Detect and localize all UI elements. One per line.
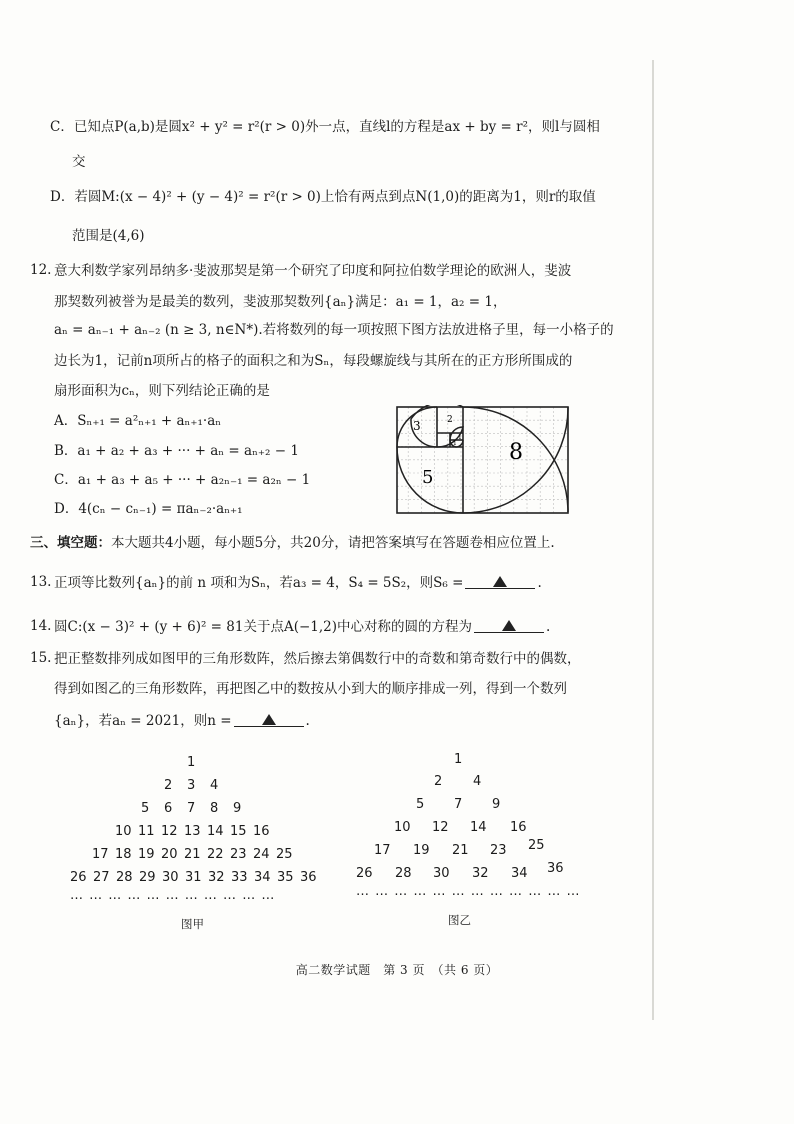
yi-caption: 图乙 [448, 913, 471, 927]
jia-r3-c1: 5 [141, 801, 150, 816]
jia-r5-c1: 17 [92, 847, 109, 862]
q13-number: 13. [30, 574, 52, 590]
q15-line1: 把正整数排列成如图甲的三角形数阵，然后擦去第偶数行中的奇数和第奇数行中的偶数， [54, 651, 581, 667]
jia-r4-c4: 13 [184, 824, 201, 839]
jia-caption: 图甲 [181, 917, 204, 931]
q12-line4: 边长为1，记前n项所占的格子的面积之和为Sₙ，每段螺旋线与其所在的正方形所围成的 [54, 353, 573, 369]
triangle-icon [262, 714, 276, 725]
q15-text-line3 [54, 712, 310, 730]
q13-answer-blank[interactable] [465, 574, 535, 589]
yi-r1-c1: 1 [454, 752, 463, 767]
jia-r4-c2: 11 [138, 824, 155, 839]
q12-line2: 那契数列被誉为是最美的数列，斐波那契数列{aₙ}满足：a₁ = 1，a₂ = 1， [54, 294, 507, 310]
yi-r5-c5: 25 [528, 838, 545, 853]
q15-number: 15. [30, 650, 52, 666]
q11-option-d-line1: D．若圆M:(x − 4)² + (y − 4)² = r²(r > 0)上恰有两点到点N(1,0)的距离为1，则r的取值 [50, 189, 596, 205]
q12-option-a: A．Sₙ₊₁ = a²ₙ₊₁ + aₙ₊₁·aₙ [54, 413, 222, 429]
q13-text-line [54, 574, 542, 592]
jia-r6-c4: 29 [139, 870, 156, 885]
yi-r4-c1: 10 [394, 820, 411, 835]
yi-r6-c6: 36 [547, 861, 564, 876]
q12-line1: 意大利数学家列昂纳多·斐波那契是第一个研究了印度和阿拉伯数学理论的欧洲人，斐波 [54, 263, 572, 279]
jia-r6-c8: 33 [231, 870, 248, 885]
q11-option-c-line2: 交 [72, 154, 86, 170]
jia-r5-c8: 24 [253, 847, 270, 862]
yi-r6-c1: 26 [356, 866, 373, 881]
jia-r3-c4: 8 [210, 801, 219, 816]
triangle-icon [502, 620, 516, 631]
yi-r4-c2: 12 [432, 820, 449, 835]
yi-r5-c4: 23 [490, 843, 507, 858]
section-heading [30, 534, 555, 552]
q11-option-c-line1: C．已知点P(a,b)是圆x² + y² = r²(r > 0)外一点，直线l的方程是ax + by = r²，则l与圆相 [50, 119, 600, 135]
jia-r4-c5: 14 [207, 824, 224, 839]
yi-r4-c4: 16 [510, 820, 527, 835]
jia-r5-c9: 25 [276, 847, 293, 862]
jia-r3-c3: 7 [187, 801, 196, 816]
jia-r4-c3: 12 [161, 824, 178, 839]
jia-r5-c4: 20 [161, 847, 178, 862]
q14-period: . [546, 619, 551, 635]
fib-label-3: 3 [413, 419, 421, 433]
jia-r6-c11: 36 [300, 870, 317, 885]
fib-label-2: 2 [447, 415, 453, 425]
q12-line3: aₙ = aₙ₋₁ + aₙ₋₂ (n ≥ 3, n∈N*).若将数列的每一项按照下图方法放进格子里，每一小格子的 [54, 322, 614, 338]
yi-r2-c2: 4 [473, 774, 482, 789]
yi-r3-c3: 9 [492, 797, 501, 812]
jia-r4-c7: 16 [253, 824, 270, 839]
q12-line5: 扇形面积为cₙ，则下列结论正确的是 [54, 383, 270, 399]
fibonacci-spiral-figure [395, 405, 573, 515]
jia-r6-c10: 35 [277, 870, 294, 885]
triangle-icon [493, 576, 507, 587]
jia-r4-c6: 15 [230, 824, 247, 839]
jia-r6-c1: 26 [70, 870, 87, 885]
q14-text-line [54, 618, 550, 636]
jia-r2-c2: 3 [187, 778, 196, 793]
section-description: 本大题共4小题，每小题5分，共20分，请把答案填写在答题卷相应位置上. [111, 535, 555, 551]
jia-r6-c7: 32 [208, 870, 225, 885]
fib-label-1b: 1 [458, 434, 462, 441]
yi-r5-c3: 21 [452, 843, 469, 858]
yi-r3-c2: 7 [454, 797, 463, 812]
q14-number: 14. [30, 618, 52, 634]
yi-r3-c1: 5 [416, 797, 425, 812]
yi-r5-c2: 19 [413, 843, 430, 858]
q13-text: 正项等比数列{aₙ}的前 n 项和为Sₙ，若a₃ = 4，S₄ = 5S₂，则S₆ = [54, 575, 464, 591]
yi-r6-c5: 34 [511, 866, 528, 881]
jia-r5-c5: 21 [184, 847, 201, 862]
fib-label-5: 5 [422, 467, 434, 488]
q12-option-d: D．4(cₙ − cₙ₋₁) = πaₙ₋₂·aₙ₊₁ [54, 501, 243, 517]
jia-r5-c2: 18 [115, 847, 132, 862]
yi-r6-c2: 28 [395, 866, 412, 881]
jia-r5-c6: 22 [207, 847, 224, 862]
q14-text: 圆C:(x − 3)² + (y + 6)² = 81关于点A(−1,2)中心对称的圆的方程为 [54, 619, 473, 635]
yi-r2-c1: 2 [434, 774, 443, 789]
jia-r3-c2: 6 [164, 801, 173, 816]
jia-r6-c5: 30 [162, 870, 179, 885]
q15-answer-blank[interactable] [234, 712, 304, 727]
section-title: 三、填空题： [30, 535, 111, 551]
jia-r4-c1: 10 [115, 824, 132, 839]
jia-r2-c1: 2 [164, 778, 173, 793]
q15-line3: {aₙ}，若aₙ = 2021，则n = [54, 713, 232, 729]
jia-r2-c3: 4 [210, 778, 219, 793]
jia-r5-c7: 23 [230, 847, 247, 862]
yi-r4-c3: 14 [470, 820, 487, 835]
jia-r6-c3: 28 [116, 870, 133, 885]
jia-r3-c5: 9 [233, 801, 242, 816]
page-footer: 高二数学试题 第 3 页 （共 6 页） [295, 963, 499, 977]
jia-r5-c3: 19 [138, 847, 155, 862]
jia-r6-c9: 34 [254, 870, 271, 885]
yi-r6-c4: 32 [472, 866, 489, 881]
q13-period: . [537, 575, 542, 591]
q11-option-d-line2: 范围是(4,6) [72, 228, 145, 244]
scan-edge-line [652, 60, 654, 1020]
yi-r6-c3: 30 [433, 866, 450, 881]
jia-r6-c2: 27 [93, 870, 110, 885]
q12-number: 12. [30, 262, 52, 278]
q12-option-b: B．a₁ + a₂ + a₃ + ··· + aₙ = aₙ₊₂ − 1 [54, 443, 299, 459]
jia-ellipsis-row: … … … … … … … … … … … [70, 888, 276, 903]
jia-r1-c1: 1 [187, 755, 196, 770]
q15-period: . [305, 713, 310, 729]
jia-r6-c6: 31 [185, 870, 202, 885]
q14-answer-blank[interactable] [474, 618, 544, 633]
yi-r5-c1: 17 [374, 843, 391, 858]
fib-label-8: 8 [509, 440, 523, 465]
yi-ellipsis-row: … … … … … … … … … … … … [356, 884, 581, 899]
fib-label-1a: 1 [453, 440, 457, 447]
q12-option-c: C．a₁ + a₃ + a₅ + ··· + a₂ₙ₋₁ = a₂ₙ − 1 [54, 472, 311, 488]
q15-line2: 得到如图乙的三角形数阵，再把图乙中的数按从小到大的顺序排成一列，得到一个数列 [54, 681, 567, 697]
